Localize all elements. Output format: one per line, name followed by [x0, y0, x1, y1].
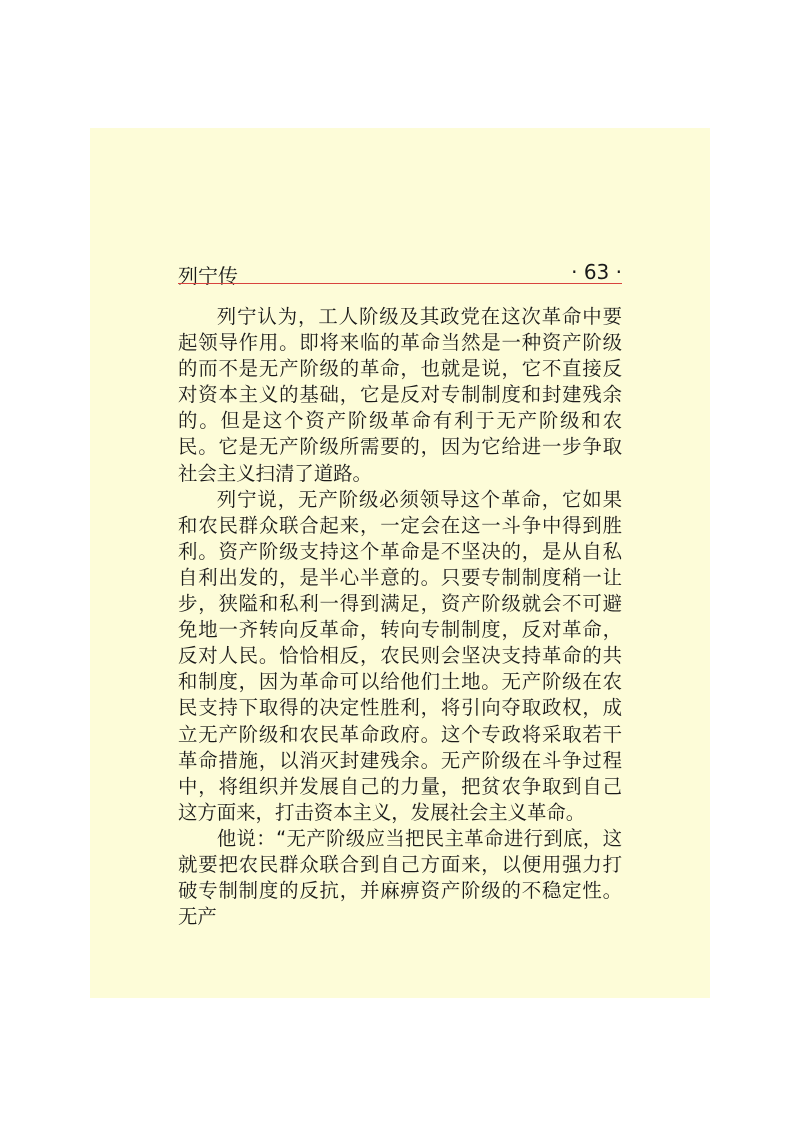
paragraph: 他说：“无产阶级应当把民主革命进行到底，这就要把农民群众联合到自己方面来，以便用强力打破专制制度的反抗，并麻痹资产阶级的不稳定性。无产 — [178, 826, 622, 929]
running-header — [178, 256, 622, 288]
header-divider — [178, 283, 622, 284]
paragraph: 列宁说，无产阶级必须领导这个革命，它如果和农民群众联合起来，一定会在这一斗争中得到胜利。资产阶级支持这个革命是不坚决的，是从自私自利出发的，是半心半意的。只要专制制度稍一让步，狭隘和私利一得到满足，资产阶级就会不可避免地一齐转向反革命，转向专制制度，反对革命，反对人民。恰恰相反，农民则会坚决支持革命的共和制度，因为革命可以给他们土地。无产阶级在农民支持下取得的决定性胜利，将引向夺取政权，成立无产阶级和农民革命政府。这个专政将采取若干革命措施，以消灭封建残余。无产阶级在斗争过程中，将组织并发展自己的力量，把贫农争取到自己这方面来，打击资本主义，发展社会主义革命。 — [178, 487, 622, 824]
page-number: · 63 · — [571, 260, 622, 284]
book-title: 列宁传 — [178, 264, 238, 288]
body-text — [178, 304, 622, 930]
paragraph: 列宁认为，工人阶级及其政党在这次革命中要起领导作用。即将来临的革命当然是一种资产阶级的而不是无产阶级的革命，也就是说，它不直接反对资本主义的基础，它是反对专制制度和封建残余的。但是这个资产阶级革命有利于无产阶级和农民。它是无产阶级所需要的，因为它给进一步争取社会主义扫清了道路。 — [178, 305, 622, 485]
